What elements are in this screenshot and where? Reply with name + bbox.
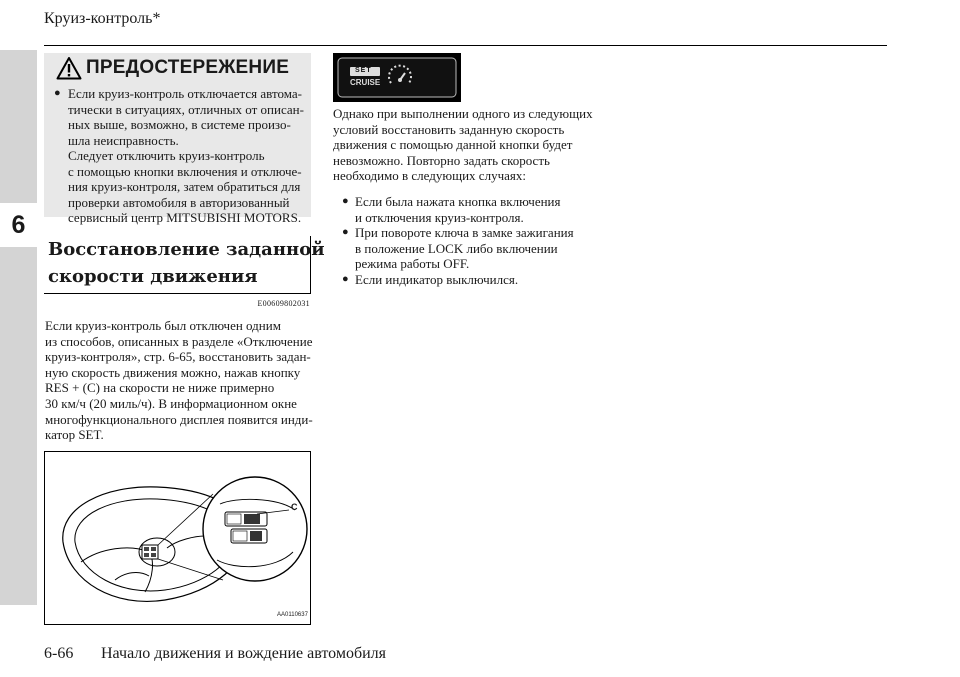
cruise-label: CRUISE <box>350 78 381 87</box>
figure-code: AA0110637 <box>277 612 308 618</box>
warning-title-text: ПРЕДОСТЕРЕЖЕНИЕ <box>86 57 290 78</box>
set-indicator: SET <box>355 67 372 74</box>
label-c: C <box>291 502 298 512</box>
list-item <box>342 272 574 288</box>
body-line: необходимо в следующих случаях: <box>333 168 526 184</box>
body-line: RES + (C) на скорости не ниже примерно <box>45 380 275 396</box>
section-body <box>45 318 315 443</box>
body-line: ную скорость движения можно, нажав кнопку <box>45 364 301 380</box>
warning-line: Следует отключить круиз-контроль <box>68 148 265 163</box>
conditions-list <box>342 194 574 287</box>
list-item <box>342 225 574 272</box>
warning-title <box>56 54 289 82</box>
warning-line: ● Если круиз-контроль отключается автома- <box>68 86 302 101</box>
warning-line: шла неисправность. <box>68 132 179 148</box>
warning-line: сервисный центр MITSUBISHI MOTORS. <box>68 210 302 225</box>
list-item-line: в положение LOCK либо включении <box>355 240 558 256</box>
warning-line: ния круиз-контроля, затем обратиться для <box>68 179 301 194</box>
body-line: катор SET. <box>45 427 104 443</box>
warning-line: ных выше, возможно, в системе произо- <box>68 117 291 132</box>
body-line: условий восстановить заданную скорость <box>333 121 565 137</box>
body-line: 30 км/ч (20 миль/ч). В информационном окне <box>45 395 297 411</box>
warning-line: тически в ситуациях, отличных от описан- <box>68 101 304 117</box>
warning-line: проверки автомобиля в авторизованный <box>68 194 290 210</box>
body-line: движения с помощью данной кнопки будет <box>333 137 573 153</box>
steering-wheel-figure <box>44 451 311 625</box>
warning-list-item <box>54 86 308 226</box>
body-line: невозможно. Повторно задать скорость <box>333 152 550 168</box>
footer-chapter-title: Начало движения и вождение автомобиля <box>101 645 387 662</box>
list-item-line: и отключения круиз-контроля. <box>355 209 524 225</box>
page-number: 6-66 <box>44 645 74 662</box>
cruise-display-figure <box>333 53 461 102</box>
body-line: Если круиз-контроль был отключен одним <box>45 318 281 333</box>
section-heading <box>44 236 325 294</box>
warning-triangle-icon <box>56 56 82 80</box>
list-item <box>342 194 574 225</box>
section-heading-line: Восстановление заданной <box>48 239 325 260</box>
section-heading-line: скорости движения <box>48 266 258 287</box>
body-line: многофункционального дисплея появится инди- <box>45 411 313 427</box>
warning-text <box>54 86 308 226</box>
body-line: из способов, описанных в разделе «Отключение <box>45 333 313 349</box>
list-item-line: режима работы OFF. <box>355 256 470 271</box>
header-rule <box>44 45 887 46</box>
list-item-line: ● Если была нажата кнопка включения <box>355 194 561 209</box>
warning-line: с помощью кнопки включения и отключе- <box>68 163 302 179</box>
chapter-side-strip <box>0 50 37 605</box>
section-code: E00609802031 <box>257 299 310 308</box>
list-item-line: ● При повороте ключа в замке зажигания <box>355 225 574 240</box>
body-line: Однако при выполнении одного из следующих <box>333 106 593 121</box>
right-paragraph <box>333 106 613 184</box>
list-item-line: ● Если индикатор выключился. <box>355 271 519 287</box>
running-header: Круиз-контроль* <box>44 10 161 27</box>
steering-wheel-illustration <box>45 452 310 624</box>
chapter-tab: 6 <box>0 203 37 247</box>
body-line: круиз-контроля», стр. 6-65, восстановить задан- <box>45 349 311 365</box>
